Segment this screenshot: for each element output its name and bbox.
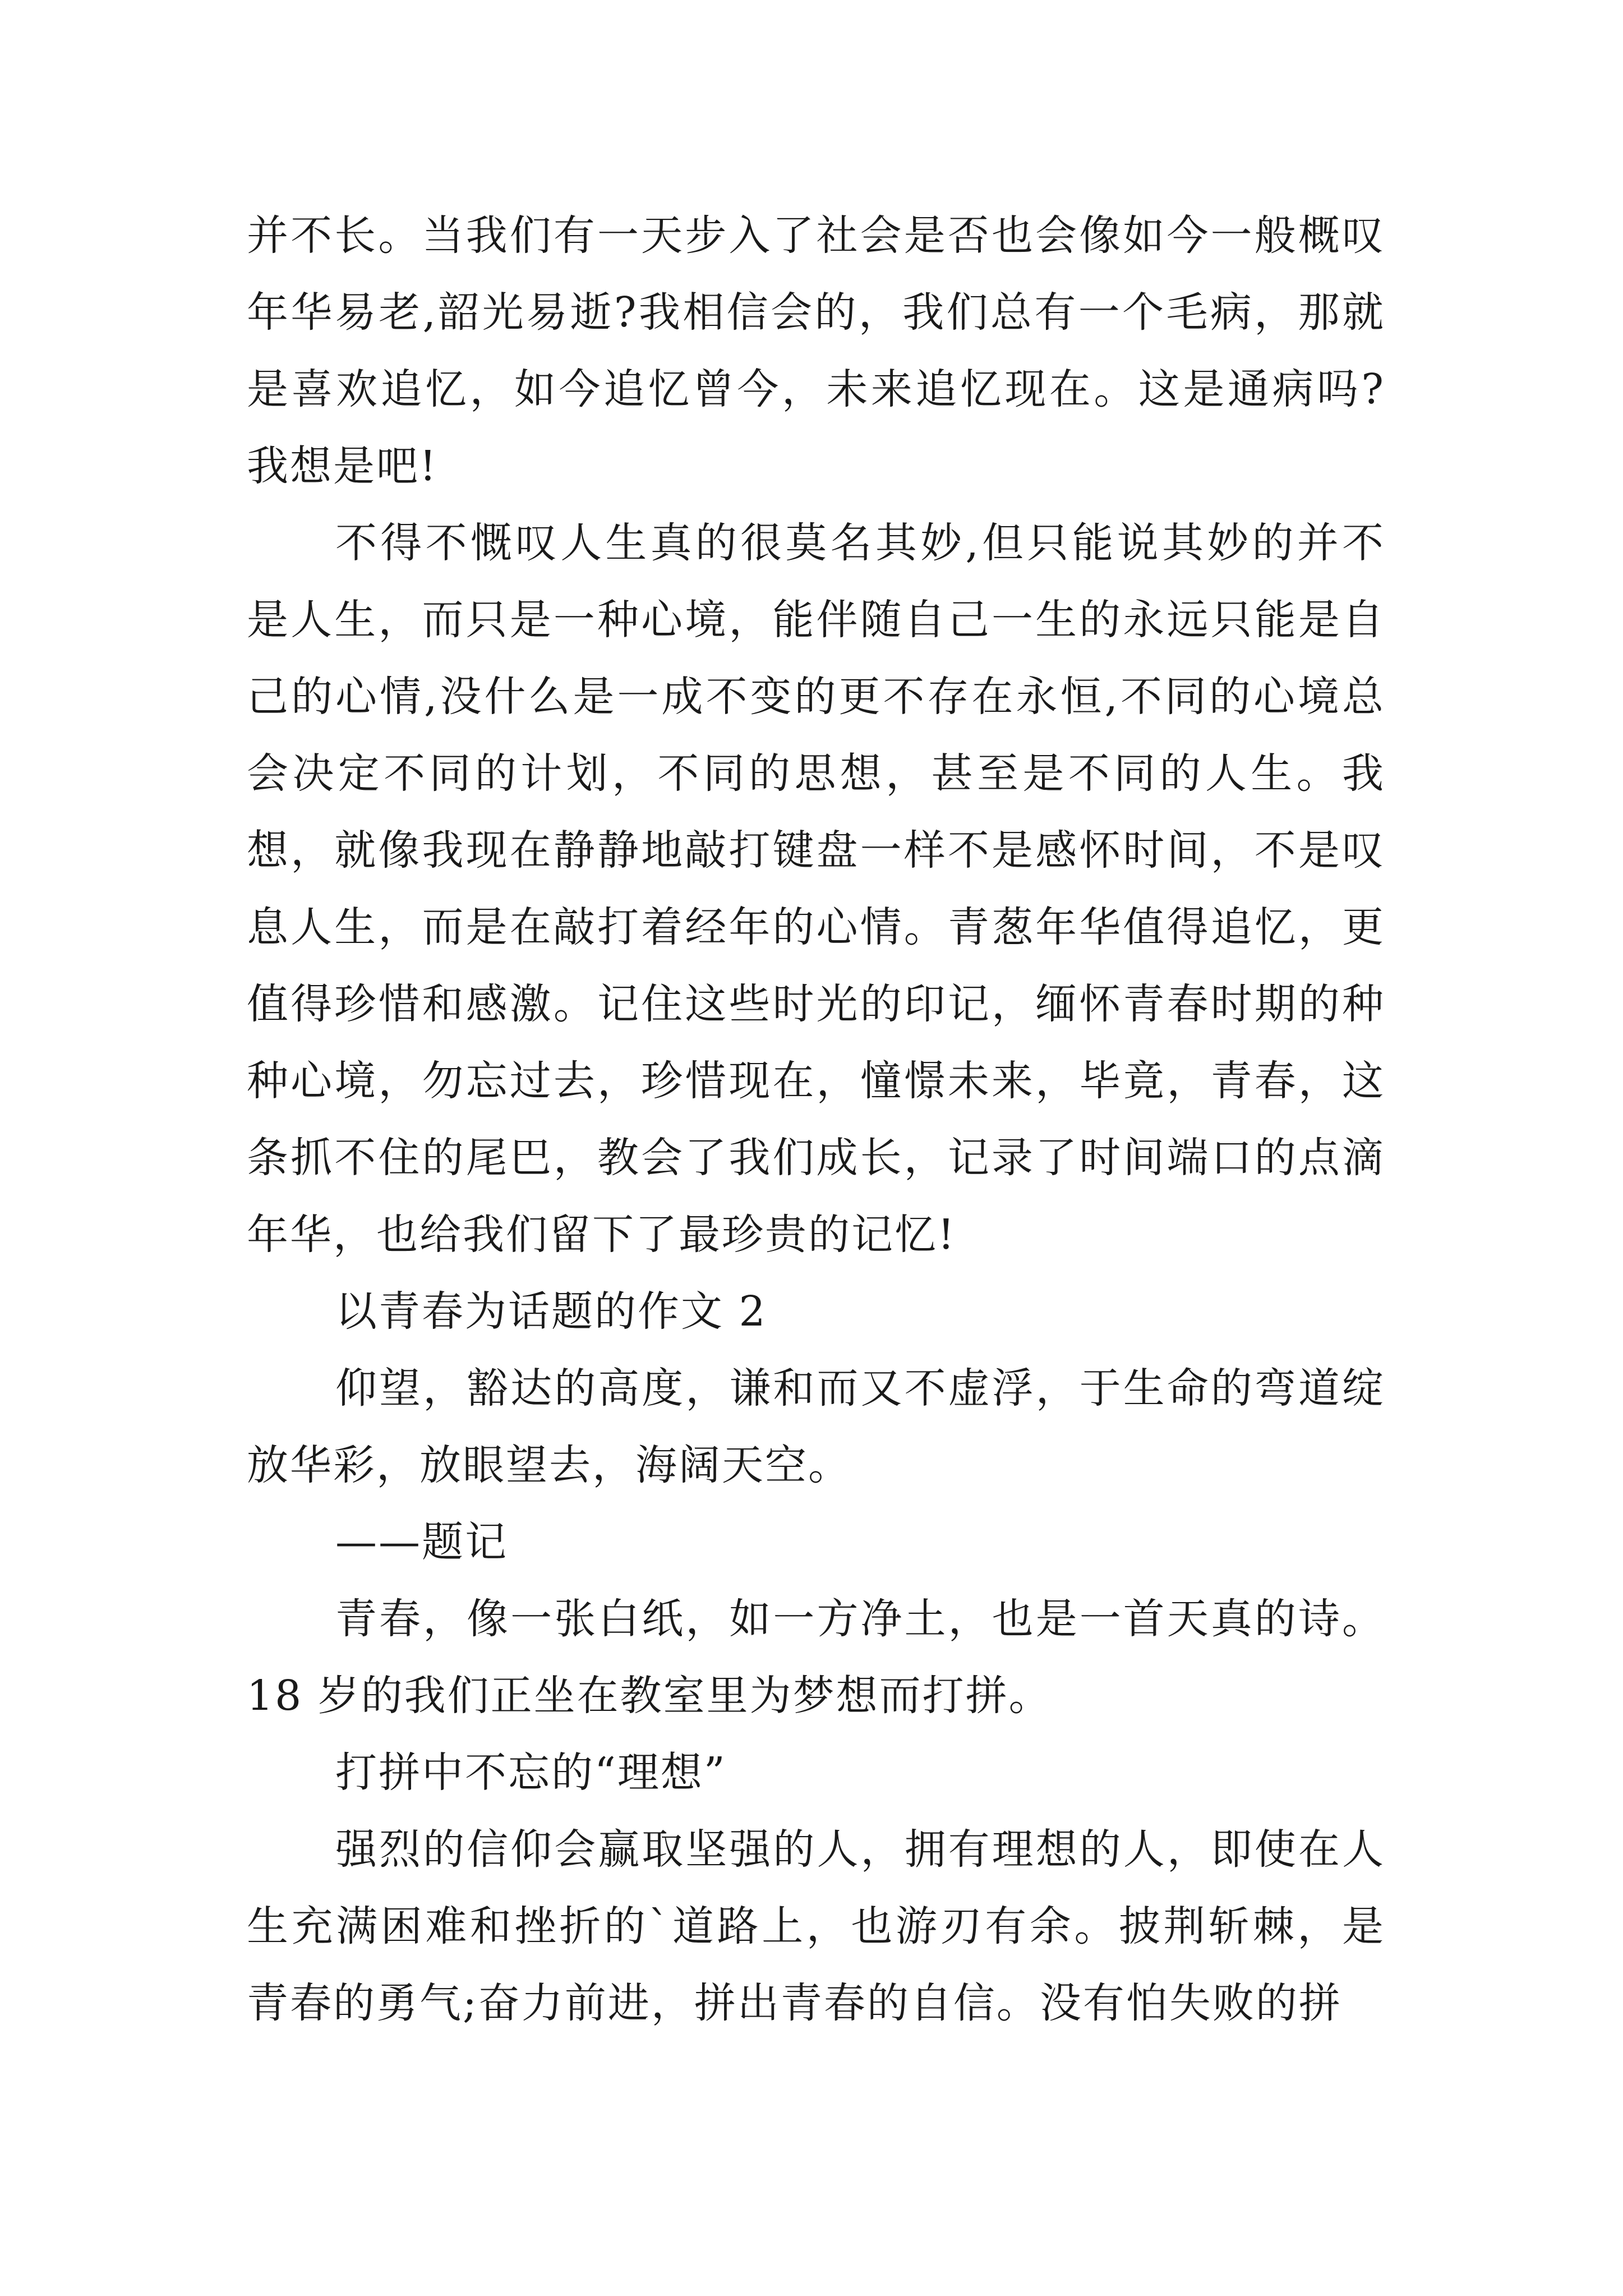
paragraph-youth: 青春，像一张白纸，如一方净土，也是一首天真的诗。18 岁的我们正坐在教室里为梦想而打拼。	[247, 1595, 1385, 1720]
paragraph-ideals: 强烈的信仰会赢取坚强的人，拥有理想的人，即使在人生充满困难和挫折的`道路上，也游刃有余。披荆斩棘，是青春的勇气;奋力前进，拼出青春的自信。没有怕失败的拼	[247, 1825, 1385, 2027]
epigraph: 仰望，豁达的高度，谦和而又不虚浮，于生命的弯道绽放华彩，放眼望去，海阔天空。	[247, 1364, 1385, 1489]
essay-title: 以青春为话题的作文 2	[335, 1287, 767, 1336]
paragraph-reflection: 不得不慨叹人生真的很莫名其妙,但只能说其妙的并不是人生，而只是一种心境，能伴随自己一生的永远只能是自己的心情,没什么是一成不变的更不存在永恒,不同的心境总会决定不同的计划，不同的思想，甚至是不同的人生。我想，就像我现在静静地敲打键盘一样不是感怀时间，不是叹息人生，而是在敲打着经年的心情。青葱年华值得追忆，更值得珍惜和感激。记住这些时光的印记，缅怀青春时期的种种心境，勿忘过去，珍惜现在，憧憬未来，毕竟，青春，这条抓不住的尾巴，教会了我们成长，记录了时间端口的点滴年华，也给我们留下了最珍贵的记忆!	[247, 519, 1385, 1259]
paragraph-continuation: 并不长。当我们有一天步入了社会是否也会像如今一般概叹年华易老,韶光易逝?我相信会的，我们总有一个毛病，那就是喜欢追忆，如今追忆曾今，未来追忆现在。这是通病吗?我想是吧!	[247, 211, 1385, 490]
essay-text	[247, 197, 1385, 2042]
section-heading: 打拼中不忘的“理想”	[335, 1749, 727, 1797]
epigraph-attribution: ——题记	[335, 1518, 508, 1566]
